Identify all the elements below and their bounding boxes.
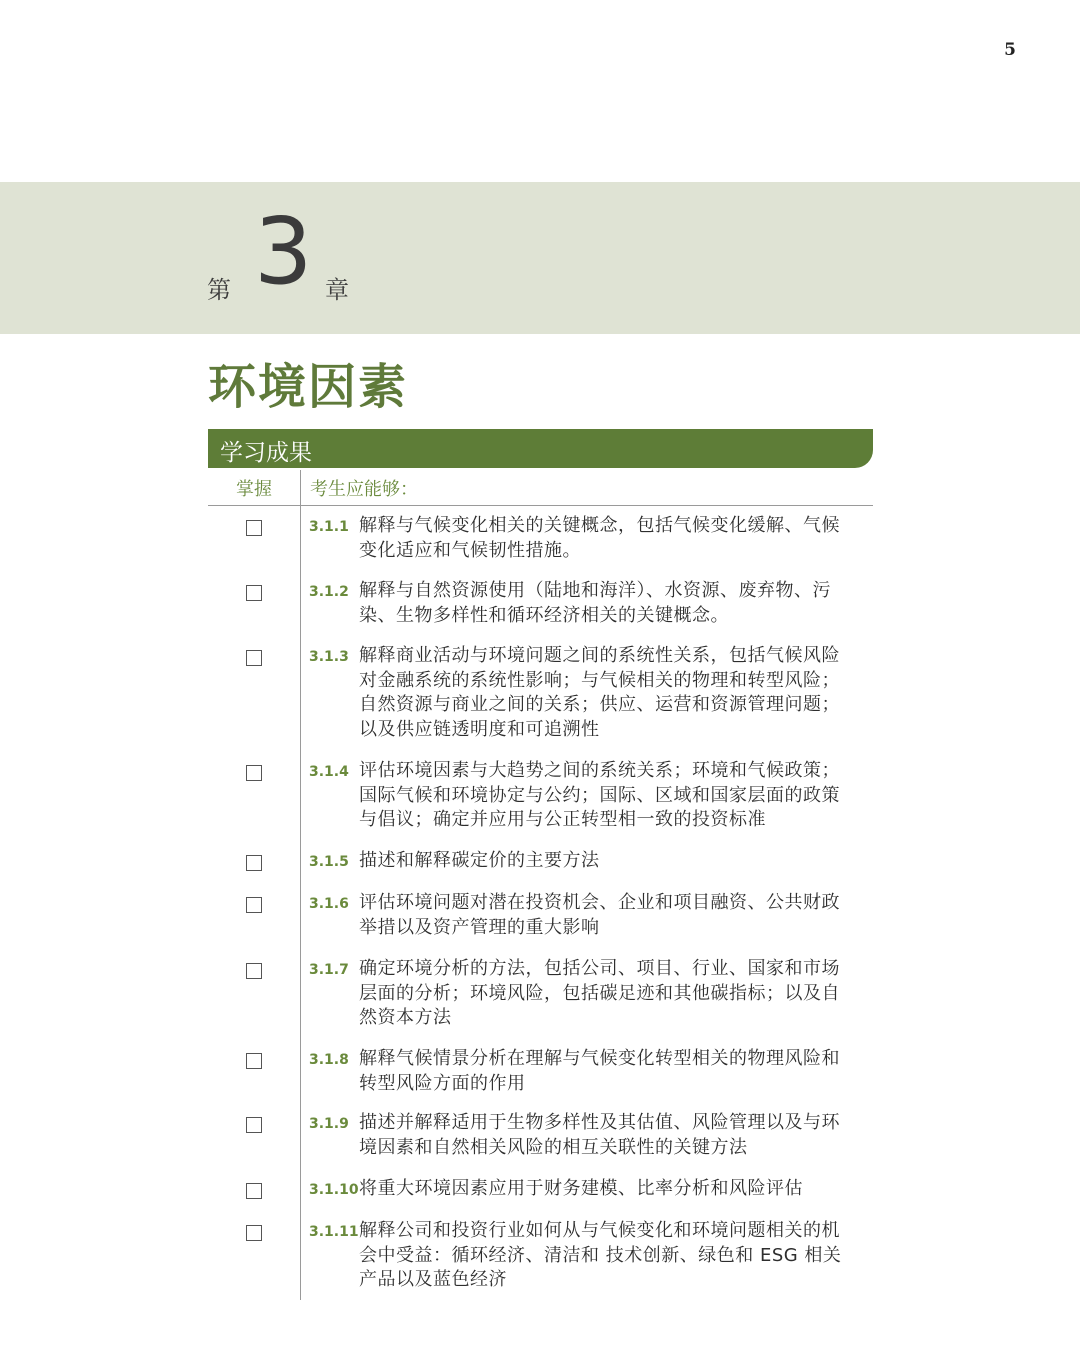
column-header-mastery: 掌握 bbox=[236, 479, 272, 500]
mastery-checkbox[interactable] bbox=[246, 1117, 262, 1133]
column-divider bbox=[300, 470, 301, 1300]
learning-outcomes-title: 学习成果 bbox=[220, 440, 312, 466]
outcome-number: 3.1.11 bbox=[309, 1224, 359, 1240]
page-number: 5 bbox=[1004, 40, 1016, 60]
chapter-suffix: 章 bbox=[325, 276, 349, 304]
outcome-text: 评估环境因素与大趋势之间的系统关系；环境和气候政策；国际气候和环境协定与公约；国际、区域和国家层面的政策与倡议；确定并应用与公正转型相一致的投资标准 bbox=[359, 760, 840, 830]
outcome-text: 描述并解释适用于生物多样性及其估值、风险管理以及与环境因素和自然相关风险的相互关联性的关键方法 bbox=[359, 1112, 840, 1158]
column-header-candidate-able: 考生应能够： bbox=[310, 479, 418, 500]
mastery-checkbox[interactable] bbox=[246, 650, 262, 666]
outcome-text: 解释与气候变化相关的关键概念，包括气候变化缓解、气候变化适应和气候韧性措施。 bbox=[359, 515, 840, 561]
mastery-checkbox[interactable] bbox=[246, 520, 262, 536]
outcome-text: 评估环境问题对潜在投资机会、企业和项目融资、公共财政举措以及资产管理的重大影响 bbox=[359, 892, 840, 938]
outcome-number: 3.1.4 bbox=[309, 764, 349, 780]
outcome-number: 3.1.2 bbox=[309, 584, 349, 600]
mastery-checkbox[interactable] bbox=[246, 1053, 262, 1069]
mastery-checkbox[interactable] bbox=[246, 963, 262, 979]
outcome-text: 将重大环境因素应用于财务建模、比率分析和风险评估 bbox=[359, 1178, 803, 1199]
chapter-title: 环境因素 bbox=[208, 359, 409, 415]
outcome-text: 确定环境分析的方法，包括公司、项目、行业、国家和市场层面的分析；环境风险，包括碳足迹和其他碳指标；以及自然资本方法 bbox=[359, 958, 840, 1028]
chapter-prefix: 第 bbox=[207, 276, 231, 304]
mastery-checkbox[interactable] bbox=[246, 765, 262, 781]
mastery-checkbox[interactable] bbox=[246, 1225, 262, 1241]
outcome-number: 3.1.10 bbox=[309, 1182, 359, 1198]
outcome-number: 3.1.5 bbox=[309, 854, 349, 870]
outcome-number: 3.1.6 bbox=[309, 896, 349, 912]
learning-outcomes-header bbox=[208, 429, 873, 468]
outcome-number: 3.1.3 bbox=[309, 649, 349, 665]
chapter-banner bbox=[0, 182, 1080, 334]
mastery-checkbox[interactable] bbox=[246, 897, 262, 913]
outcome-text: 描述和解释碳定价的主要方法 bbox=[359, 850, 600, 871]
mastery-checkbox[interactable] bbox=[246, 855, 262, 871]
chapter-number: 3 bbox=[254, 198, 313, 305]
mastery-checkbox[interactable] bbox=[246, 1183, 262, 1199]
outcome-number: 3.1.9 bbox=[309, 1116, 349, 1132]
outcome-number: 3.1.7 bbox=[309, 962, 349, 978]
outcome-text: 解释气候情景分析在理解与气候变化转型相关的物理风险和转型风险方面的作用 bbox=[359, 1048, 840, 1094]
header-divider bbox=[208, 505, 873, 506]
outcome-text: 解释公司和投资行业如何从与气候变化和环境问题相关的机会中受益：循环经济、清洁和 技术创新、绿色和 ESG 相关产品以及蓝色经济 bbox=[359, 1220, 842, 1290]
mastery-checkbox[interactable] bbox=[246, 585, 262, 601]
outcome-text: 解释商业活动与环境问题之间的系统性关系，包括气候风险对金融系统的系统性影响；与气候相关的物理和转型风险；自然资源与商业之间的关系；供应、运营和资源管理问题；以及供应链透明度和可追溯性 bbox=[359, 645, 840, 740]
outcome-number: 3.1.1 bbox=[309, 519, 349, 535]
outcome-text: 解释与自然资源使用（陆地和海洋）、水资源、废弃物、污染、生物多样性和循环经济相关的关键概念。 bbox=[359, 580, 831, 626]
outcome-number: 3.1.8 bbox=[309, 1052, 349, 1068]
